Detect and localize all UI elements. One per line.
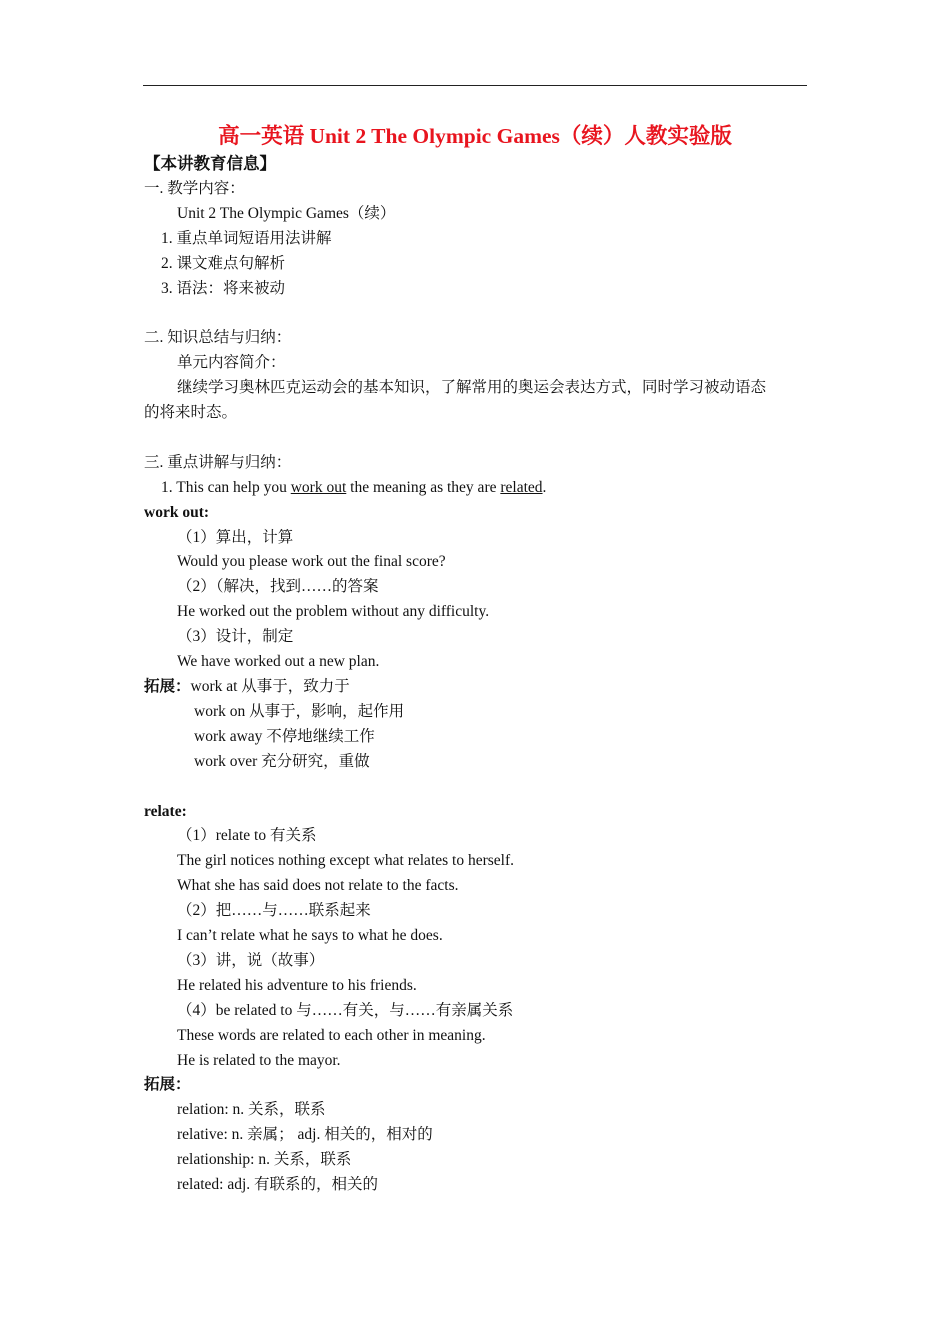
summary-intro-text-cont: 的将来时态。 bbox=[144, 404, 238, 422]
term-work-out: work out: bbox=[144, 503, 210, 521]
meaning-line: （4）be related to 与……有关，与……有亲属关系 bbox=[177, 1001, 514, 1019]
teaching-item: 3. 语法：将来被动 bbox=[161, 279, 286, 297]
teaching-item: 2. 课文难点句解析 bbox=[161, 254, 286, 272]
extension-line bbox=[144, 675, 808, 700]
example-line: These words are related to each other in meaning. bbox=[177, 1026, 486, 1044]
blank-line bbox=[144, 301, 808, 326]
extension-label: 拓展： bbox=[144, 1076, 191, 1094]
meaning-line: （3）讲，说（故事） bbox=[177, 951, 325, 969]
document-body bbox=[144, 152, 808, 1198]
extension-item: work on 从事于，影响，起作用 bbox=[194, 702, 405, 720]
document-title: 高一英语 Unit 2 The Olympic Games（续）人教实验版 bbox=[218, 124, 732, 148]
underlined-phrase: work out bbox=[290, 478, 347, 496]
teaching-unit: Unit 2 The Olympic Games（续） bbox=[177, 204, 396, 222]
section-header: 【本讲教育信息】 bbox=[144, 154, 276, 173]
extension-item: work over 充分研究，重做 bbox=[194, 752, 370, 770]
underlined-word: related bbox=[500, 478, 543, 496]
extension-item: work away 不停地继续工作 bbox=[194, 727, 375, 745]
summary-heading: 二. 知识总结与归纳： bbox=[144, 329, 292, 347]
extension-item: relative: n. 亲属； adj. 相关的，相对的 bbox=[177, 1126, 433, 1144]
key-points-heading: 三. 重点讲解与归纳： bbox=[144, 453, 292, 471]
blank-line bbox=[144, 775, 808, 800]
meaning-line: （2）（解决，找到……的答案 bbox=[177, 578, 379, 596]
meaning-line: （1）算出，计算 bbox=[177, 528, 294, 546]
blank-line bbox=[144, 426, 808, 451]
sentence-part: the meaning as they are bbox=[346, 478, 501, 496]
example-line: We have worked out a new plan. bbox=[177, 653, 380, 671]
term-relate: relate: bbox=[144, 802, 187, 820]
teaching-item: 1. 重点单词短语用法讲解 bbox=[161, 229, 332, 247]
example-line: He worked out the problem without any difficulty. bbox=[177, 603, 490, 621]
extension-item: work at 从事于，致力于 bbox=[190, 678, 350, 695]
meaning-line: （1）relate to 有关系 bbox=[177, 827, 317, 845]
extension-item: related: adj. 有联系的，相关的 bbox=[177, 1176, 379, 1194]
example-line: He is related to the mayor. bbox=[177, 1051, 341, 1069]
teaching-heading: 一. 教学内容： bbox=[144, 179, 245, 197]
example-line: He related his adventure to his friends. bbox=[177, 976, 417, 994]
example-line: What she has said does not relate to the facts. bbox=[177, 877, 459, 895]
summary-intro-text: 继续学习奥林匹克运动会的基本知识，了解常用的奥运会表达方式，同时学习被动语态 bbox=[177, 379, 767, 397]
extension-item: relation: n. 关系，联系 bbox=[177, 1101, 326, 1119]
header-rule bbox=[143, 85, 807, 86]
extension-label: 拓展： bbox=[144, 678, 191, 695]
example-sentence bbox=[144, 476, 808, 501]
sentence-part: 1. This can help you bbox=[161, 478, 291, 496]
meaning-line: （3）设计，制定 bbox=[177, 628, 294, 646]
example-line: The girl notices nothing except what relates to herself. bbox=[177, 852, 515, 870]
example-line: I can’t relate what he says to what he does. bbox=[177, 927, 443, 945]
extension-item: relationship: n. 关系，联系 bbox=[177, 1151, 352, 1169]
sentence-part: . bbox=[542, 478, 547, 496]
meaning-line: （2）把……与……联系起来 bbox=[177, 902, 371, 920]
example-line: Would you please work out the final score? bbox=[177, 553, 446, 571]
summary-intro-label: 单元内容简介： bbox=[177, 354, 286, 372]
